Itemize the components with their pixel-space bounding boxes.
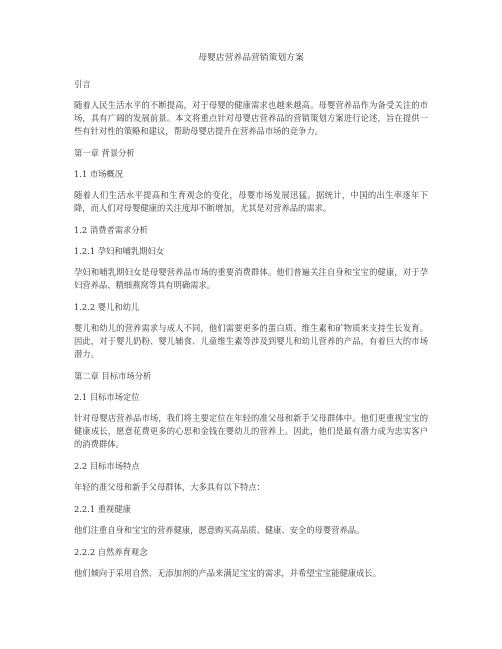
document-title: 母婴店营养品营销策划方案 [198, 53, 304, 63]
intro-heading: 引言 [74, 79, 91, 89]
section-1-2-heading: 1.2 消费者需求分析 [74, 225, 148, 235]
section-2-1-heading: 2.1 目标市场定位 [74, 392, 140, 402]
section-2-2-2-paragraph: 他们倾向于采用自然、无添加剂的产品来满足宝宝的需求，并希望宝宝能健康成长。 [74, 568, 381, 578]
section-1-2-2-paragraph: 婴儿和幼儿的营养需求与成人不同，他们需要更多的蛋白质、维生素和矿物质来支持生长发育。因此，对于婴儿奶粉、婴儿辅食、儿童维生素等涉及到婴儿和幼儿营养的产品，有着巨大的市场潜力。 [74, 323, 428, 359]
intro-paragraph: 随着人民生活水平的不断提高，对于母婴的健康需求也越来越高。母婴营养品作为备受关注的市场，具有广阔的发展前景。本文将重点针对母婴店营养品的营销策划方案进行论述，旨在提供一些有针对性的策略和建议，帮助母婴店提升在营养品市场的竞争力。 [74, 100, 428, 136]
section-1-2-1-paragraph: 孕妇和哺乳期妇女是母婴营养品市场的重要消费群体。他们普遍关注自身和宝宝的健康，对于孕妇营养品、精细燕窝等具有明确需求。 [74, 267, 428, 290]
section-2-2-1-heading: 2.2.1 重视健康 [74, 504, 131, 514]
section-2-2-2-heading: 2.2.2 自然养育观念 [74, 547, 148, 557]
section-2-2-heading: 2.2 目标市场特点 [74, 461, 140, 471]
section-1-2-2-heading: 1.2.2 婴儿和幼儿 [74, 302, 140, 312]
section-1-1-heading: 1.1 市场概况 [74, 169, 124, 179]
section-2-1-paragraph: 针对母婴店营养品市场，我们将主要定位在年轻的准父母和新手父母群体中。他们更重视宝宝的健康成长，愿意花费更多的心思和金钱在婴幼儿的营养上。因此，他们是最有潜力成为忠实客户的消费群体。 [74, 413, 428, 449]
section-2-2-1-paragraph: 他们注重自身和宝宝的营养健康，愿意购买高品质、健康、安全的母婴营养品。 [74, 525, 365, 535]
section-2-2-paragraph: 年轻的准父母和新手父母群体，大多具有以下特点： [74, 482, 265, 492]
chapter-2-heading: 第二章 目标市场分析 [74, 371, 152, 381]
section-1-2-1-heading: 1.2.1 孕妇和哺乳期妇女 [74, 246, 165, 256]
section-1-1-paragraph: 随着人们生活水平提高和生育观念的变化，母婴市场发展迅猛。据统计，中国的出生率逐年下降，而人们对母婴健康的关注度却不断增加，尤其是对营养品的需求。 [74, 190, 428, 213]
chapter-1-heading: 第一章 背景分析 [74, 148, 135, 158]
